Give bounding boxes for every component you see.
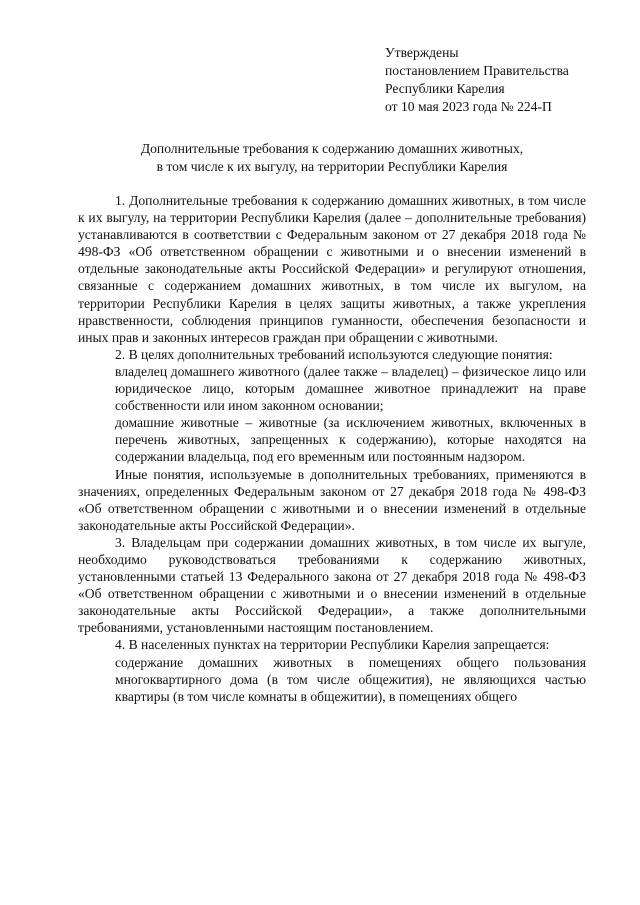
paragraph-1: 1. Дополнительные требования к содержанию домашних животных, в том числе к их выгулу, на территории Республики Карелия (далее – дополнительные требования) устанавливаются в соответствии с Федеральным законом от 27 декабря 2018 года № 498-ФЗ «Об ответственном обращении с животными и о внесении изменений в отдельные законодательные акты Российской Федерации» и регулируют отношения, связанные с содержанием домашних животных, в том числе их выгулом, на территории Республики Карелия в целях защиты животных, а также укрепления нравственности, соблюдения принципов гуманности, обеспечения безопасности и иных прав и законных интересов граждан при обращении с животными. bbox=[78, 193, 586, 345]
document-title bbox=[78, 140, 586, 176]
approval-block bbox=[385, 44, 569, 116]
definition-owner: владелец домашнего животного (далее также – владелец) – физическое лицо или юридическое лицо, которым домашнее животное принадлежит на праве собственности или ином законном основании; bbox=[115, 363, 586, 414]
paragraph-4: 4. В населенных пунктах на территории Республики Карелия запрещается: bbox=[115, 637, 550, 653]
title-line: Дополнительные требования к содержанию домашних животных, bbox=[140, 141, 524, 156]
paragraph-2: 2. В целях дополнительных требований используются следующие понятия: bbox=[115, 346, 553, 362]
paragraph-3: 3. Владельцам при содержании домашних животных, в том числе их выгуле, необходимо руководствоваться требованиями к содержанию животных, установленными статьей 13 Федерального закона от 27 декабря 2018 года № 498-ФЗ «Об ответственном обращении с животными и о внесении изменений в отдельные законодательные акты Российской Федерации», а также дополнительными требованиями, установленными настоящим постановлением. bbox=[78, 534, 586, 636]
document-body bbox=[78, 192, 586, 705]
approval-line: Республики Карелия bbox=[385, 81, 505, 96]
definition-domestic-animals: домашние животные – животные (за исключением животных, включенных в перечень животных, запрещенных к содержанию), которые находятся на содержании владельца, под его временным или постоянным надзором. bbox=[115, 415, 586, 465]
approval-line: постановлением Правительства bbox=[385, 63, 569, 78]
paragraph-other-terms: Иные понятия, используемые в дополнительных требованиях, применяются в значениях, определенных Федеральным законом от 27 декабря 2018 года № 498-ФЗ «Об ответственном обращении с животными и о внесении изменений в отдельные законодательные акты Российской Федерации». bbox=[78, 466, 586, 533]
approval-date-line: от 10 мая 2023 года № 224-П bbox=[385, 99, 552, 114]
approval-line: Утверждены bbox=[385, 45, 459, 60]
title-line: в том числе к их выгулу, на территории Республики Карелия bbox=[156, 159, 508, 174]
prohibition-item: содержание домашних животных в помещениях общего пользования многоквартирного дома (в том числе общежития), не являющихся частью квартиры (в том числе комнаты в общежитии), в помещениях общего bbox=[115, 654, 586, 704]
